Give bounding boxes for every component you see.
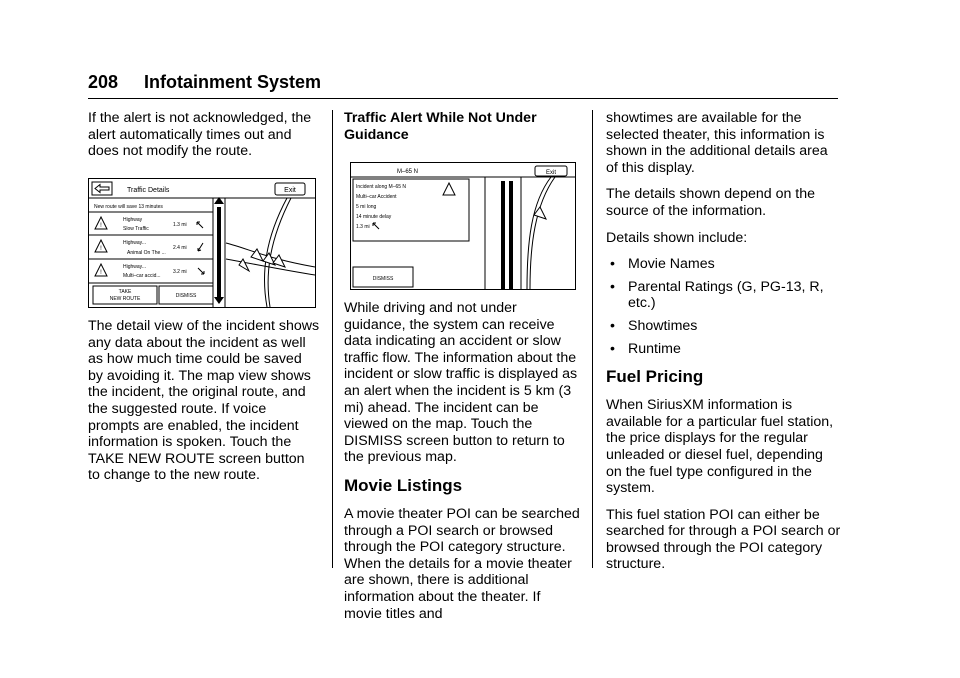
screen-title: Traffic Details	[127, 187, 170, 194]
column-2-lower	[344, 300, 580, 622]
incident-row[interactable]	[95, 240, 203, 256]
scrollbar[interactable]	[213, 197, 225, 307]
warning-icon: !	[100, 270, 102, 276]
row-distance: 2.4 mi	[173, 245, 187, 251]
page-number: 208	[88, 72, 119, 92]
row-line2: Multi–car accid...	[123, 273, 161, 279]
dismiss-label: DISMISS	[175, 293, 197, 299]
paragraph: The detail view of the incident shows any data about the incident as well as how much time could be saved by avoiding it. The map view shows the incident, the original route, and the suggested route. If voice prompts are enabled, the incident information is spoken. Touch the TAKE NEW ROUTE screen button to change to the new route.	[88, 318, 320, 484]
list-item: • Parental Ratings (G, PG-13, R, etc.)	[606, 279, 842, 312]
incident-row[interactable]	[95, 217, 203, 232]
row-distance: 3.2 mi	[173, 269, 187, 275]
details-list	[606, 256, 842, 357]
savings-text: New route will save 13 minutes	[94, 204, 163, 210]
exit-label: Exit	[284, 187, 296, 194]
column-divider-1	[332, 110, 333, 568]
dismiss-label: DISMISS	[372, 276, 394, 282]
row-line2: Slow Traffic	[123, 226, 149, 232]
new-route-label: NEW ROUTE	[109, 296, 141, 302]
direction-arrow-icon	[197, 222, 203, 228]
row-line2: Animal On The ...	[127, 250, 166, 256]
exit-button[interactable]	[275, 183, 305, 195]
paragraph: showtimes are available for the selected theater, this information is shown in the additional details area of this display.	[606, 110, 828, 176]
direction-arrow-icon	[198, 243, 203, 251]
take-new-route-button[interactable]	[93, 286, 157, 304]
dismiss-button[interactable]	[159, 286, 213, 304]
paragraph: While driving and not under guidance, the system can receive data indicating an accident or slow traffic flow. The information about the incident or slow traffic is displayed as an alert when the incident is 5 km (3 mi) ahead. The incident can be viewed on the map. Touch the DISMISS screen button to return to the previous map.	[344, 300, 578, 466]
exit-button[interactable]	[535, 166, 567, 176]
traffic-alert-screen	[350, 162, 576, 290]
scroll-down-icon	[214, 297, 224, 304]
paragraph: When SiriusXM information is available for a particular fuel station, the price displays for the regular unleaded or diesel fuel, depending on the fuel type configured in the system.	[606, 397, 834, 497]
column-divider-2	[592, 110, 593, 568]
incident-line: 5 mi long	[356, 204, 377, 210]
incident-line: Incident along M–65 N	[356, 184, 407, 190]
row-line1: Highway...	[123, 264, 146, 270]
paragraph: If the alert is not acknowledged, the alert automatically times out and does not modify the route.	[88, 110, 312, 160]
section-title: Infotainment System	[144, 72, 322, 92]
row-line1: Highway...	[123, 240, 146, 246]
paragraph: This fuel station POI can either be searched for through a POI search or browsed through the POI category structure.	[606, 506, 841, 573]
paragraph: Details shown include:	[606, 229, 748, 246]
header-rule	[88, 98, 838, 99]
row-line1: Highway	[123, 217, 143, 223]
paragraph: The details shown depend on the source of the information.	[606, 186, 816, 219]
map-view[interactable]	[485, 177, 555, 289]
paragraph: A movie theater POI can be searched through a POI search or browsed through the POI category structure. When the details for a movie theater are shown, there is additional information about the theater. If movie titles and	[344, 505, 580, 622]
list-item: • Movie Names	[606, 256, 842, 273]
traffic-details-screen	[88, 178, 316, 308]
list-item: • Showtimes	[606, 318, 842, 335]
warning-icon: !	[100, 223, 102, 229]
incident-line: 1.3 mi	[356, 224, 370, 230]
fuel-pricing-heading: Fuel Pricing	[606, 367, 704, 387]
subheading: Traffic Alert While Not Under Guidance	[344, 110, 537, 143]
scroll-thumb	[217, 207, 221, 297]
warning-icon	[239, 259, 249, 271]
column-1-lower	[88, 318, 320, 484]
incident-line: Multi–car Accident	[356, 194, 397, 200]
take-label: TAKE	[118, 289, 132, 295]
row-distance: 1.3 mi	[173, 222, 187, 228]
exit-label: Exit	[545, 170, 557, 176]
column-1	[88, 110, 320, 160]
column-2	[344, 110, 580, 143]
incident-line: 14 minute delay	[356, 214, 392, 220]
warning-icon: !	[100, 246, 102, 252]
column-3	[606, 110, 842, 573]
map-view[interactable]	[226, 198, 315, 307]
dismiss-button[interactable]	[353, 267, 413, 287]
road-name: M–65 N	[397, 169, 419, 175]
movie-listings-heading: Movie Listings	[344, 475, 463, 495]
back-arrow-icon[interactable]	[92, 182, 112, 195]
incident-row[interactable]	[95, 264, 204, 279]
direction-arrow-icon	[198, 268, 204, 274]
list-item: • Runtime	[606, 341, 842, 358]
